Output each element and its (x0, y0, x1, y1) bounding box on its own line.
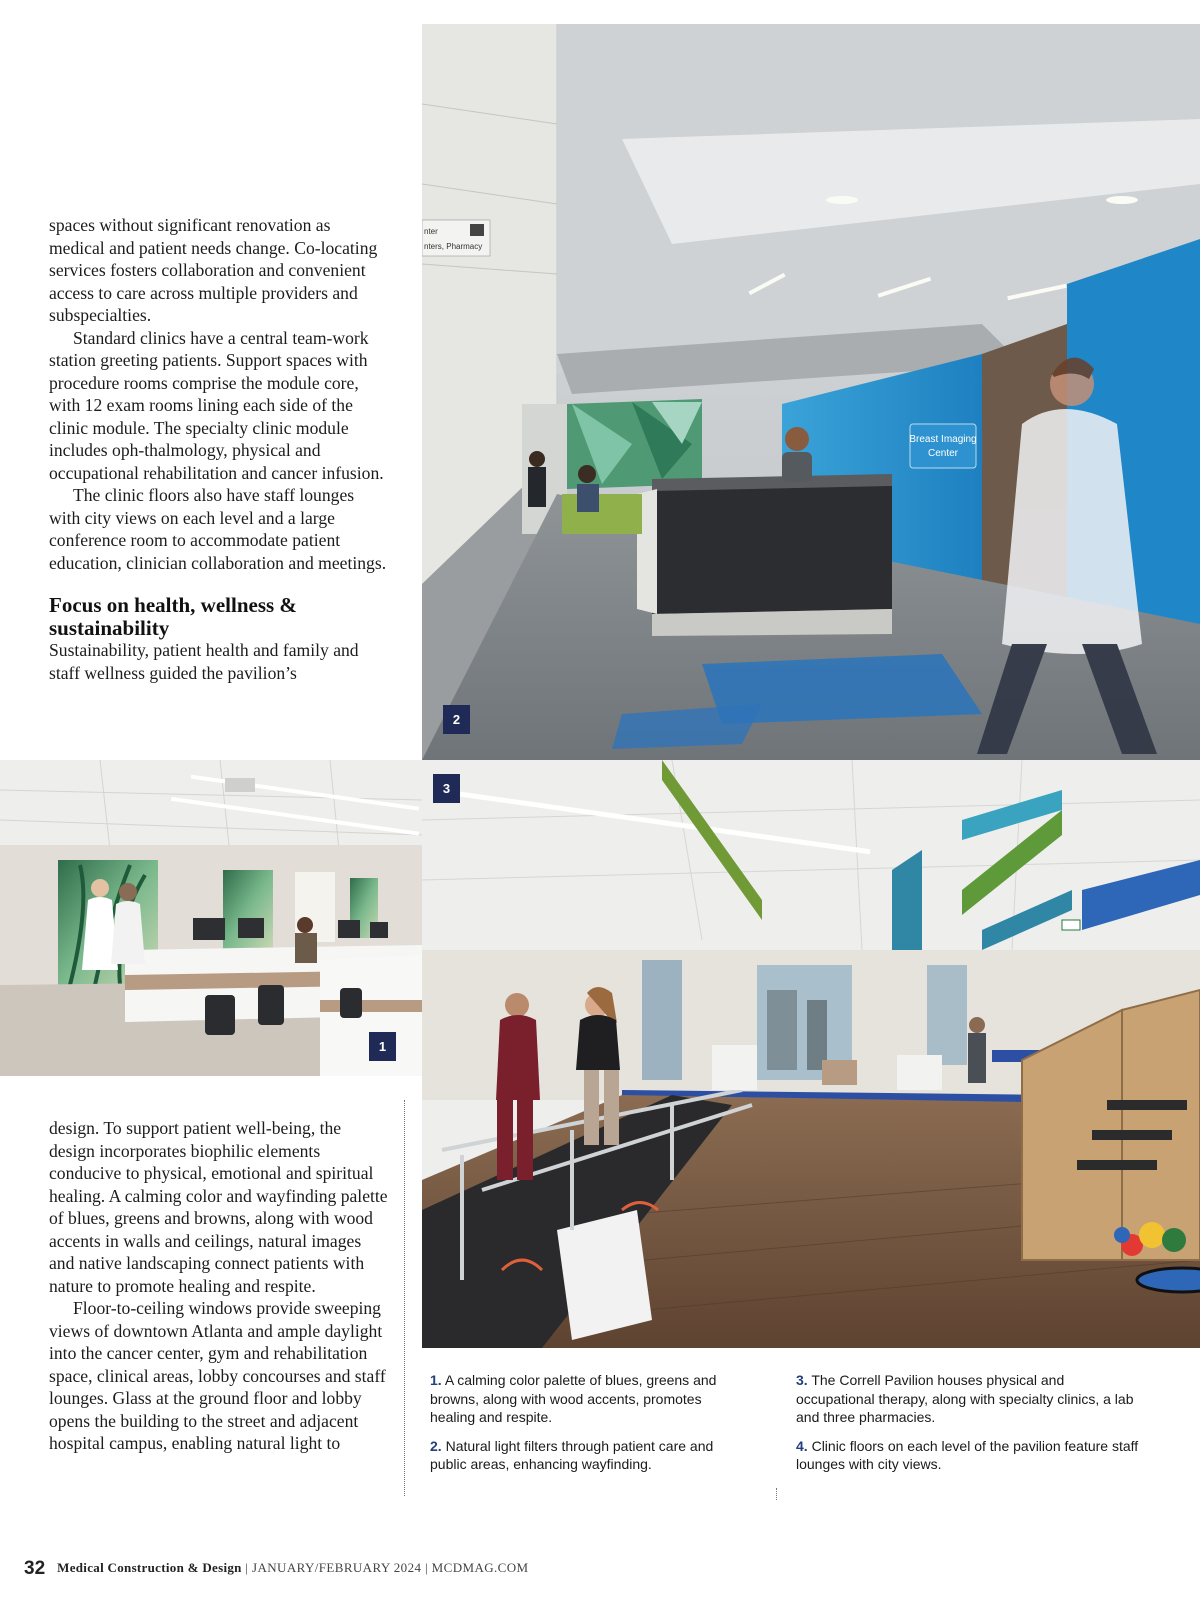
caption-item (796, 1371, 1146, 1427)
caption-number: 4. (796, 1437, 808, 1454)
column-divider (404, 1100, 405, 1496)
article-column-bottom (49, 1117, 389, 1455)
caption-column-left (430, 1371, 745, 1484)
photo-team-workstation (0, 760, 422, 1076)
wall-sign-line2: Center (927, 448, 959, 459)
caption-number: 2. (430, 1437, 442, 1454)
caption-text: Clinic floors on each level of the pavilion feature staff lounges with city views. (796, 1437, 1139, 1472)
caption-item (430, 1437, 745, 1474)
body-paragraph: The clinic floors also have staff lounges with city views on each level and a large conference room to accommodate patient education, clinician collaboration and meetings. (49, 485, 387, 573)
page-footer (24, 1558, 529, 1582)
section-subhead: Focus on health, wellness & sustainability (49, 593, 297, 640)
body-paragraph: spaces without significant renovation as medical and patient needs change. Co-locating services fosters collaboration and convenient access to care across multiple providers and subspecialties. (49, 215, 378, 325)
body-paragraph: Sustainability, patient health and family and staff wellness guided the pavilion’s (49, 640, 359, 683)
photo-number-badge: 1 (369, 1032, 396, 1061)
body-paragraph: Standard clinics have a central team-work station greeting patients. Support spaces with procedure rooms comprise the module core, with 12 exam rooms lining each side of the clinic module. The specialty clinic module includes oph-thalmology, physical and occupational rehabilitation and cancer infusion. (49, 327, 384, 483)
workstation-illustration (0, 760, 422, 1076)
caption-number: 3. (796, 1372, 808, 1388)
body-paragraph: Floor-to-ceiling windows provide sweeping views of downtown Atlanta and ample daylight into the cancer center, gym and rehabilitation space, clinical areas, lobby concourses and staff lounges. Glass at the ground floor and lobby opens the building to the street and adjacent hospital campus, enabling natural light to (49, 1298, 386, 1453)
caption-text: Natural light filters through patient care and public areas, enhancing wayfinding. (430, 1437, 714, 1472)
caption-number: 1. (430, 1372, 442, 1388)
photo-number-badge: 3 (433, 774, 460, 803)
caption-column-right (796, 1371, 1146, 1484)
hanging-sign-line1: nter (424, 227, 438, 236)
photo-therapy-gym (422, 760, 1200, 1348)
caption-text: The Correll Pavilion houses physical and occupational therapy, along with specialty clinics, a lab and three pharmacies. (796, 1372, 1134, 1425)
caption-divider (776, 1488, 777, 1500)
wall-sign-line1: Breast Imaging (909, 434, 977, 445)
therapy-gym-illustration (422, 760, 1200, 1348)
caption-item (430, 1371, 745, 1427)
reception-illustration (422, 24, 1200, 760)
photo-number-badge: 2 (443, 705, 470, 734)
caption-item (796, 1437, 1146, 1474)
issue-info: | JANUARY/FEBRUARY 2024 | MCDMAG.COM (241, 1560, 529, 1575)
hanging-sign-line2: nters, Pharmacy (424, 242, 483, 251)
page-number: 32 (24, 1558, 46, 1579)
caption-text: A calming color palette of blues, greens and browns, along with wood accents, promotes healing and respite. (430, 1372, 717, 1425)
article-column-top (49, 214, 389, 684)
body-paragraph: design. To support patient well-being, the design incorporates biophilic elements conducive to physical, emotional and spiritual healing. A calming color and wayfinding palette of blues, greens and browns, along with wood accents in walls and ceilings, natural images and native landscaping connect patients with nature to promote healing and respite. (49, 1118, 388, 1296)
publication-name: Medical Construction & Design (57, 1560, 242, 1575)
photo-clinic-reception (422, 24, 1200, 760)
